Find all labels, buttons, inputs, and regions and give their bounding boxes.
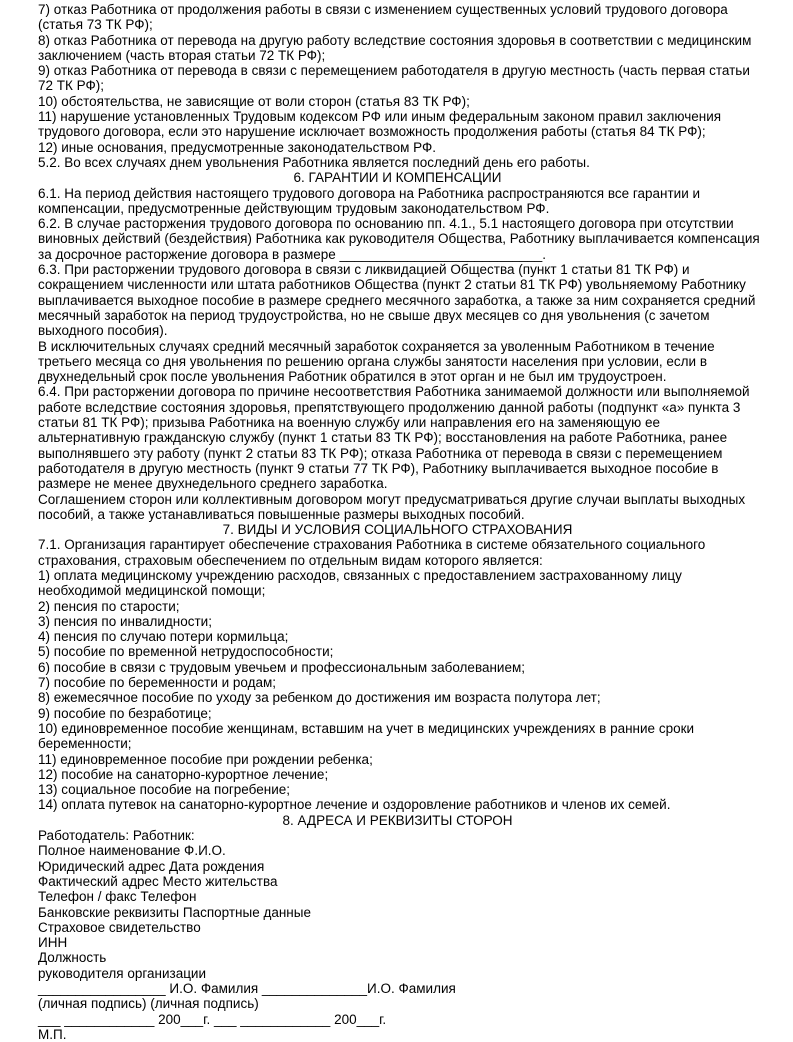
document-line: В исключительных случаях средний месячный заработок сохраняется за уволенным Работником в течение bbox=[38, 338, 715, 354]
document-line: 8) ежемесячное пособие по уходу за ребенком до достижения им возраста полутора лет; bbox=[38, 690, 601, 706]
document-line: выходного пособия). bbox=[38, 323, 168, 339]
document-line: необходимой медицинской помощи; bbox=[38, 583, 266, 599]
document-line: пособий, а также устанавливаться повышенные размеры выходных пособий. bbox=[38, 506, 525, 522]
document-line: 13) социальное пособие на погребение; bbox=[38, 782, 291, 798]
document-line: трудового договора, если это нарушение исключает возможность продолжения работы (статья 84 ТК РФ); bbox=[38, 124, 706, 140]
document-line: сокращением численности или штата работников Общества (пункт 2 статьи 81 ТК РФ) увольняемому Работнику bbox=[38, 277, 746, 293]
document-line: Соглашением сторон или коллективным договором могут предусматриваться другие случаи выплаты выходных bbox=[38, 491, 746, 507]
document-line: Работодатель: Работник: bbox=[38, 828, 195, 844]
document-line: 7.1. Организация гарантирует обеспечение страхования Работника в системе обязательного социального bbox=[38, 537, 706, 553]
document-text-block bbox=[38, 2, 760, 1042]
document-line: страхования, страховым обеспечением по отдельным видам которого является: bbox=[38, 552, 543, 568]
document-line: Полное наименование Ф.И.О. bbox=[38, 843, 226, 859]
document-line: 11) нарушение установленных Трудовым кодексом РФ или иным федеральным законом правил заключения bbox=[38, 109, 722, 125]
document-line: М.П. bbox=[38, 1026, 67, 1042]
section-heading: 7. ВИДЫ И УСЛОВИЯ СОЦИАЛЬНОГО СТРАХОВАНИЯ bbox=[222, 522, 573, 538]
document-line: 7) отказ Работника от продолжения работы в связи с изменением существенных условий трудового договора bbox=[38, 2, 728, 17]
document-line: 6) пособие в связи с трудовым увечьем и профессиональным заболеванием; bbox=[38, 659, 526, 675]
document-line: 4) пенсия по случаю потери кормильца; bbox=[38, 629, 289, 645]
document-line: двухнедельный срок после увольнения Работник обратился в этот орган и не был им трудоустроен. bbox=[38, 369, 667, 385]
document-line: заключением (часть вторая статьи 72 ТК РФ); bbox=[38, 47, 326, 63]
document-line: 2) пенсия по старости; bbox=[38, 598, 180, 614]
document-line: 5.2. Во всех случаях днем увольнения Работника является последний день его работы. bbox=[38, 154, 590, 170]
document-line: Телефон / факс Телефон bbox=[38, 889, 197, 905]
document-line: 10) единовременное пособие женщинам, вставшим на учет в медицинских учреждениях в ранние сроки bbox=[38, 720, 695, 736]
document-line: альтернативную гражданскую службу (пункт 1 статьи 83 ТК РФ); восстановления на работе Работника, ранее bbox=[38, 430, 728, 446]
document-line: ___ ____________ 200___г. ___ ____________ 200___г. bbox=[38, 1011, 387, 1027]
document-line: Фактический адрес Место жительства bbox=[38, 873, 278, 889]
document-line: виновных действий (бездействия) Работника как руководителя Общества, Работнику выплачивается компенсация bbox=[38, 231, 760, 247]
document-line: месячный заработок на период трудоустройства, но не свыше двух месяцев со дня увольнения (с зачетом bbox=[38, 307, 710, 323]
document-line: за досрочное расторжение договора в размере ___________________________. bbox=[38, 246, 546, 262]
document-line: (статья 73 ТК РФ); bbox=[38, 17, 153, 33]
document-line: 8) отказ Работника от перевода на другую работу вследствие состояния здоровья в соответствии с медицинским bbox=[38, 32, 752, 48]
document-line: ИНН bbox=[38, 935, 68, 951]
document-line: выполнявшего эту работу (пункт 2 статьи 83 ТК РФ); отказа Работника от перевода в связи с перемещением bbox=[38, 445, 723, 461]
document-line: 6.4. При расторжении договора по причине несоответствия Работника занимаемой должности или выполняемой bbox=[38, 384, 750, 400]
document-line: 6.2. В случае расторжения трудового договора по основанию пп. 4.1., 5.1 настоящего договора при отсутствии bbox=[38, 216, 734, 232]
document-line: компенсации, предусмотренные действующим трудовым законодательством РФ. bbox=[38, 200, 550, 216]
document-line: 10) обстоятельства, не зависящие от воли сторон (статья 83 ТК РФ); bbox=[38, 93, 470, 109]
document-line: 6.1. На период действия настоящего трудового договора на Работника распространяются все гарантии и bbox=[38, 185, 701, 201]
document-line: 72 ТК РФ); bbox=[38, 78, 104, 94]
document-line: размере не менее двухнедельного среднего заработка. bbox=[38, 476, 388, 492]
document-line: руководителя организации bbox=[38, 965, 207, 981]
document-line: Должность bbox=[38, 950, 107, 966]
document-line: 6.3. При расторжении трудового договора в связи с ликвидацией Общества (пункт 1 статьи 81 ТК РФ) и bbox=[38, 262, 690, 278]
document-line: Банковские реквизиты Паспортные данные bbox=[38, 904, 311, 920]
document-line: _________________ И.О. Фамилия ______________И.О. Фамилия bbox=[38, 981, 456, 996]
document-line: 14) оплата путевок на санаторно-курортное лечение и оздоровление работников и членов их семей. bbox=[38, 797, 671, 813]
document-line: 12) пособие на санаторно-курортное лечение; bbox=[38, 766, 329, 782]
document-line: 7) пособие по беременности и родам; bbox=[38, 675, 277, 691]
section-heading: 6. ГАРАНТИИ И КОМПЕНСАЦИИ bbox=[293, 170, 502, 186]
document-line: 11) единовременное пособие при рождении ребенка; bbox=[38, 751, 373, 767]
document-line: Страховое свидетельство bbox=[38, 919, 201, 935]
document-line: третьего месяца со дня увольнения по решению органа службы занятости населения при условии, если в bbox=[38, 353, 708, 369]
document-line: беременности; bbox=[38, 736, 132, 752]
document-line: (личная подпись) (личная подпись) bbox=[38, 996, 259, 1012]
document-line: работодателя в другую местность (пункт 9 статьи 77 ТК РФ), Работнику выплачивается выходное пособие в bbox=[38, 460, 719, 476]
document-line: 1) оплата медицинскому учреждению расходов, связанных с предоставлением застрахованному лицу bbox=[38, 567, 682, 583]
document-line: 9) отказ Работника от перевода в связи с перемещением работодателя в другую местность (часть первая статьи bbox=[38, 63, 750, 79]
document-line: 12) иные основания, предусмотренные законодательством РФ. bbox=[38, 139, 436, 155]
document-line: Юридический адрес Дата рождения bbox=[38, 858, 265, 874]
document-line: выплачивается выходное пособие в размере среднего месячного заработка, а также за ним сохраняется средний bbox=[38, 292, 756, 308]
document-line: 5) пособие по временной нетрудоспособности; bbox=[38, 644, 334, 660]
document-line: 3) пенсия по инвалидности; bbox=[38, 613, 212, 629]
section-heading: 8. АДРЕСА И РЕКВИЗИТЫ СТОРОН bbox=[282, 812, 513, 828]
document-line: статьи 81 ТК РФ); призыва Работника на военную службу или направления его на заменяющую ее bbox=[38, 415, 661, 431]
document-line: работе вследствие состояния здоровья, препятствующего продолжению данной работы (подпункт «а» пункта 3 bbox=[38, 399, 741, 415]
document-line: 9) пособие по безработице; bbox=[38, 705, 212, 721]
